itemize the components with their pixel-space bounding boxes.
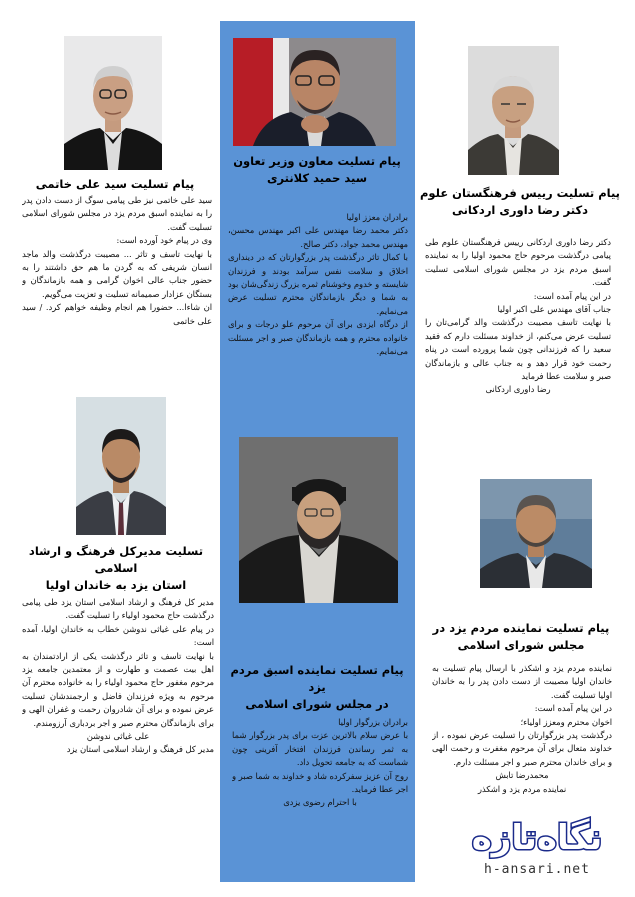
site-logo[interactable] [462, 818, 612, 888]
ghiasi-paragraph: با نهایت تاسف و تاثر درگذشت یکی از ارادتمندان به اهل بیت عصمت و طهارت و از معتمدین جامعه یزد مرحوم مغفور حاج محمود اولیاء را به خانواده محترم آن مرحوم به ویژه فرزندان فاضل و ارجمندشان تسلیت عرض نموده و برای آن شادروان رحمت و غفران الهی و برای بازماندگان محترم صبر و اجر بردباری آرزومندم. [22, 650, 214, 728]
tabesh-title-line2: مجلس شورای اسلامی [457, 638, 585, 652]
kalantari-paragraph: دکتر محمد رضا مهندس علی اکبر مهندس محسن، مهندس محمد جواد، دکتر صالح. [228, 225, 408, 249]
razavi-title [222, 662, 412, 713]
kalantari-title [222, 153, 412, 187]
portrait-tabesh [480, 479, 592, 588]
tabesh-paragraph: نماینده مردم یزد و اشکذر با ارسال پیام تسلیت به خاندان اولیا مصیبت از دست دادن پدر را به خاندان اولیا تسلیت گفت. [432, 663, 612, 700]
tabesh-paragraph: در این پیام آمده است: [534, 703, 612, 714]
portrait-davari [468, 46, 559, 175]
khatami-paragraph: سید علی خاتمی نیز طی پیامی سوگ از دست دادن پدر را به نماینده اسبق مردم یزد در مجلس شورای اسلامی تسلیت گفت. [22, 195, 212, 232]
ghiasi-paragraph: مدیر کل فرهنگ و ارشاد اسلامی استان یزد طی پیامی درگذشت حاج محمود اولیاء را تسلیت گفت. [22, 597, 214, 621]
razavi-paragraph: روح آن عزیز سفرکرده شاد و خداوند به شما صبر و اجر عطا فرماید. [232, 770, 408, 795]
tabesh-body [432, 662, 612, 818]
ghiasi-paragraph: در پیام علی غیاثی ندوشن خطاب به خاندان اولیا، آمده است: [22, 623, 214, 648]
davari-paragraph: جناب آقای مهندس علی اکبر اولیا [497, 304, 611, 315]
khatami-body [22, 194, 212, 394]
portrait-razavi [239, 437, 398, 603]
portrait-khatami [64, 36, 162, 170]
razavi-title-line1: پیام تسلیت نماینده اسبق مردم یزد [230, 663, 404, 694]
davari-body [425, 236, 611, 472]
kalantari-paragraph: با کمال تاثر درگذشت پدر بزرگوارتان که در دینداری اخلاق و سلامت نفس سرآمد بودند و فرزندان شایسته و خدوم وخوشنام ثمره بزرگ زندگی‌شان بود به شما و دیگر بازماندگان محترم تسلیت عرض می‌نمایم. [228, 252, 408, 316]
tabesh-paragraph: درگذشت پدر بزرگوارتان را تسلیت عرض نموده ، از خداوند متعال برای آن مرحوم مغفرت و رحمت الهی و برای خاندان محترم صبر و اجر مسئلت دارم. [432, 730, 612, 767]
logo-url[interactable]: h-ansari.net [484, 862, 590, 877]
tabesh-title [425, 620, 617, 654]
ghiasi-title-line2: استان یزد به خاندان اولیا [45, 578, 187, 592]
davari-title [420, 185, 620, 219]
tabesh-paragraph: اخوان محترم ومعزز اولیاء؛ [520, 716, 612, 727]
tabesh-title-line1: پیام تسلیت نماینده مردم یزد در [432, 621, 610, 635]
razavi-paragraph: برادران بزرگوار اولیا [338, 717, 408, 727]
portrait-kalantari [233, 38, 396, 146]
davari-paragraph: رضا داوری اردکانی [485, 384, 551, 395]
kalantari-paragraph: از درگاه ایزدی برای آن مرحوم علو درجات و برای خانواده محترم و همه بازماندگان صبر و اجر مسئلت می‌نمایم. [228, 319, 408, 357]
ghiasi-title-line1: تسلیت مدیرکل فرهنگ و ارشاد اسلامی [28, 544, 204, 575]
davari-paragraph: دکتر رضا داوری اردکانی رییس فرهنگستان علوم طی پیامی درگذشت مرحوم حاج محمود اولیا را به نماینده اسبق مردم یزد در مجلس شورای اسلامی تسلیت گفت. [425, 237, 611, 288]
davari-paragraph: در این پیام آمده است: [533, 290, 611, 301]
logo-text: نگاه‌تازه [471, 818, 603, 858]
razavi-paragraph: با احترام رضوی یزدی [283, 797, 357, 808]
khatami-title: پیام تسلیت سید علی خاتمی [35, 177, 195, 191]
kalantari-body [228, 211, 408, 416]
ghiasi-title [18, 543, 214, 594]
khatami-paragraph: ان شاءا... حضورا هم انجام وظیفه خواهم کرد. / سید علی خاتمی [22, 302, 212, 326]
ghiasi-paragraph: علی غیاثی ندوشن [86, 731, 150, 742]
davari-title-line1: پیام تسلیت رییس فرهنگستان علوم [419, 186, 620, 200]
kalantari-paragraph: برادران معزز اولیا [346, 212, 408, 222]
razavi-body [232, 716, 408, 866]
razavi-paragraph: با عرض سلام بالاترین عزت برای پدر بزرگوار شما به ثمر رساندن فرزندان افتخار آفرینی چون شماست که به جامعه تحویل داد. [232, 730, 408, 768]
tabesh-paragraph: محمدرضا تابش [495, 770, 549, 781]
ghiasi-body [22, 596, 214, 866]
khatami-paragraph: با نهایت تاسف و تاثر ... مصیبت درگذشت والد ماجد انسان شریفی که به گردن ما هم حق داشتند را به حضور جناب عالی اخوان گرامی و همه بازماندگان و بستگان عزادار صمیمانه تسلیت و تعزیت می‌گویم. [22, 248, 212, 299]
ghiasi-paragraph: مدیر کل فرهنگ و ارشاد اسلامی استان یزد [66, 744, 214, 755]
khatami-paragraph: وی در پیام خود آورده است: [116, 235, 212, 246]
davari-paragraph: با نهایت تاسف مصیبت درگذشت والد گرامی‌تان را تسلیت عرض می‌کنم، از خداوند مسئلت دارم که فقید سعید را که فرزندانی چون شما پرورده است در پناه رحمت خود قرار دهد و به جناب عالی و بازماندگان صبر و سلامت عطا فرماید [425, 317, 611, 382]
kalantari-title-line1: پیام تسلیت معاون وزیر تعاون [233, 154, 401, 168]
davari-title-line2: دکتر رضا داوری اردکانی [451, 203, 589, 217]
portrait-ghiasi [76, 397, 166, 535]
kalantari-title-line2: سید حمید کلانتری [266, 171, 368, 185]
tabesh-paragraph: نماینده مردم یزد و اشکذر [477, 783, 567, 794]
razavi-title-line2: در مجلس شورای اسلامی [245, 697, 389, 711]
